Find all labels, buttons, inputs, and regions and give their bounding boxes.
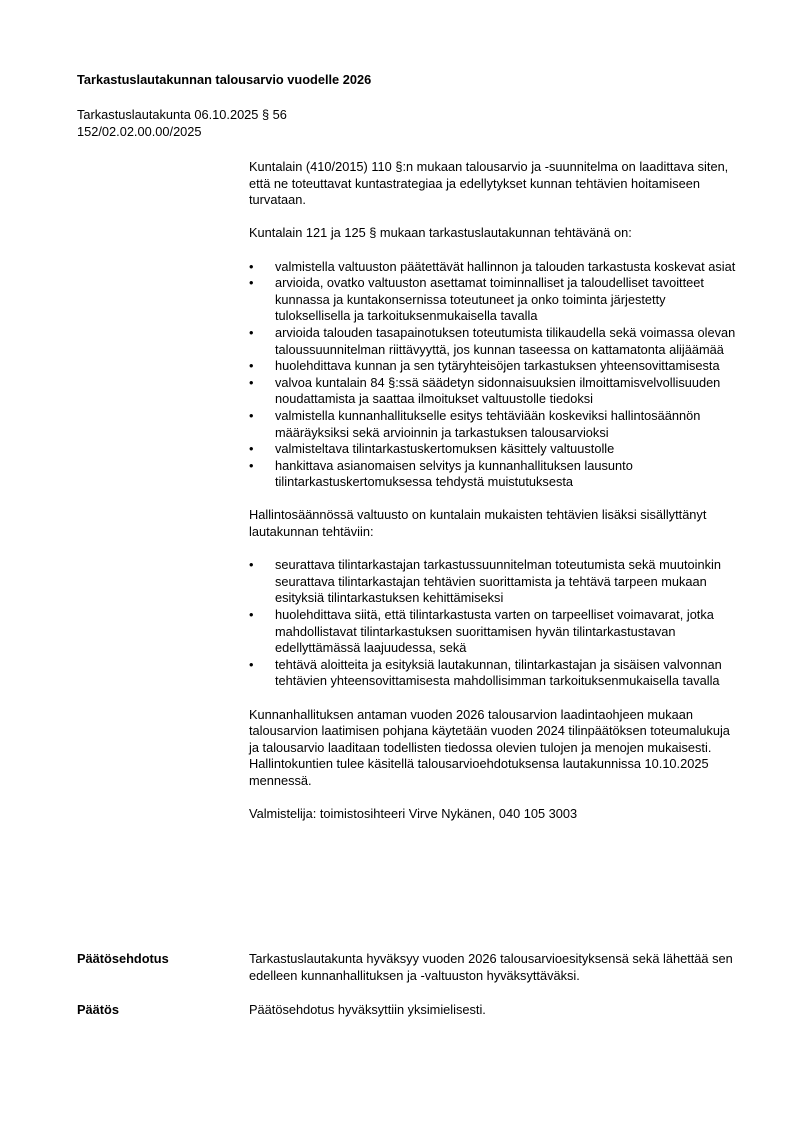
bullet-icon: • [249,607,254,623]
list-item: • valmisteltava tilintarkastuskertomuksen käsittely valtuustolle [249,441,615,457]
bullet-icon: • [249,275,254,291]
statutory-duties-list [249,259,739,491]
meeting-reference: Tarkastuslautakunta 06.10.2025 § 56 [77,107,287,122]
bullet-icon: • [249,557,254,573]
document-body [249,159,739,839]
bullet-icon: • [249,324,254,340]
bullet-icon: • [249,407,254,423]
list-item: • valmistella valtuuston päätettävät hallinnon ja talouden tarkastusta koskevat asiat [249,258,736,274]
list-item: • arvioida, ovatko valtuuston asettamat toiminnalliset ja taloudelliset tavoitteet kunnassa ja kuntakonsernissa toteutuneet ja onko toiminta järjestetty tuloksellisella ja tarkoituksenmukaisella tavalla [249,275,704,324]
document-title: Tarkastuslautakunnan talousarvio vuodelle 2026 [77,72,372,87]
list-item: • hankittava asianomaisen selvitys ja kunnanhallituksen lausunto tilintarkastuskertomuksessa tehdystä muistutuksesta [249,457,633,490]
list-item: • seurattava tilintarkastajan tarkastussuunnitelman toteutumista sekä muutoinkin seurattava tilintarkastajan tehtävien suorittamista ja tehtävä tarpeen mukaan esityksiä tilintarkastuksen kehittämiseksi [249,557,721,606]
budget-guidance-paragraph: Kunnanhallituksen antaman vuoden 2026 talousarvion laadintaohjeen mukaan talousarvion laatimisen pohjana käytetään vuoden 2024 tilinpäätöksen toteumalukuja ja talousarvio laaditaan todellisten tiedossa olevien tulojen ja menojen mukaisesti. Hallintokuntien tulee käsitellä talousarvioehdotuksensa lautakunnissa 10.10.2025 mennessä. [249,706,730,788]
bullet-icon: • [249,358,254,374]
list-item: • tehtävä aloitteita ja esityksiä lautakunnan, tilintarkastajan ja sisäisen valvonnan tehtävien yhteensovittamisesta mahdollisimman tarkoituksenmukaisella tavalla [249,656,722,689]
proposal-text: Tarkastuslautakunta hyväksyy vuoden 2026 talousarvioesityksensä sekä lähettää sen edelleen kunnanhallituksen ja -valtuuston hyväksyttäväksi. [249,951,733,983]
bylaw-duties-list [249,557,739,690]
bullet-icon: • [249,441,254,457]
list-item: • valvoa kuntalain 84 §:ssä säädetyn sidonnaisuuksien ilmoittamisvelvollisuuden noudattamista ja saattaa ilmoitukset valtuustolle tiedoksi [249,374,721,407]
bullet-icon: • [249,374,254,390]
list-item: • arvioida talouden tasapainotuksen toteutumista tilikaudella sekä voimassa olevan taloussuunnitelman riittävyyttä, jos kunnan taseessa on kattamatonta alijäämää [249,324,736,357]
meeting-meta [77,107,287,140]
bullet-icon: • [249,656,254,672]
bullet-icon: • [249,457,254,473]
record-number: 152/02.02.00.00/2025 [77,123,202,139]
decision-text: Päätösehdotus hyväksyttiin yksimielisesti. [249,1002,486,1017]
decision-label: Päätös [77,1002,119,1017]
intro-paragraph: Kuntalain (410/2015) 110 §:n mukaan talousarvio ja -suunnitelma on laadittava siten, että ne toteuttavat kuntastrategiaa ja edellytykset kunnan tehtävien hoitamiseen turvataan. [249,159,729,208]
bullet-icon: • [249,258,254,274]
preparer-line: Valmistelija: toimistosihteeri Virve Nykänen, 040 105 3003 [249,806,578,822]
bylaw-duties-paragraph: Hallintosäännössä valtuusto on kuntalain mukaisten tehtävien lisäksi sisällyttänyt lautakunnan tehtäviin: [249,507,707,540]
list-item: • huolehdittava siitä, että tilintarkastusta varten on tarpeelliset voimavarat, jotka mahdollistavat tilintarkastuksen suorittamisen hyvän tilintarkastustavan edellyttämässä laajuudessa, sekä [249,607,714,656]
list-item: • huolehdittava kunnan ja sen tytäryhteisöjen tarkastuksen yhteensovittamisesta [249,358,720,374]
list-item: • valmistella kunnanhallitukselle esitys tehtäviään koskeviksi hallintosäännön määräyksiksi sekä arvioinnin ja tarkastuksen talousarvioksi [249,407,701,440]
duties-heading-paragraph: Kuntalain 121 ja 125 § mukaan tarkastuslautakunnan tehtävänä on: [249,225,632,241]
proposal-label: Päätösehdotus [77,951,169,966]
